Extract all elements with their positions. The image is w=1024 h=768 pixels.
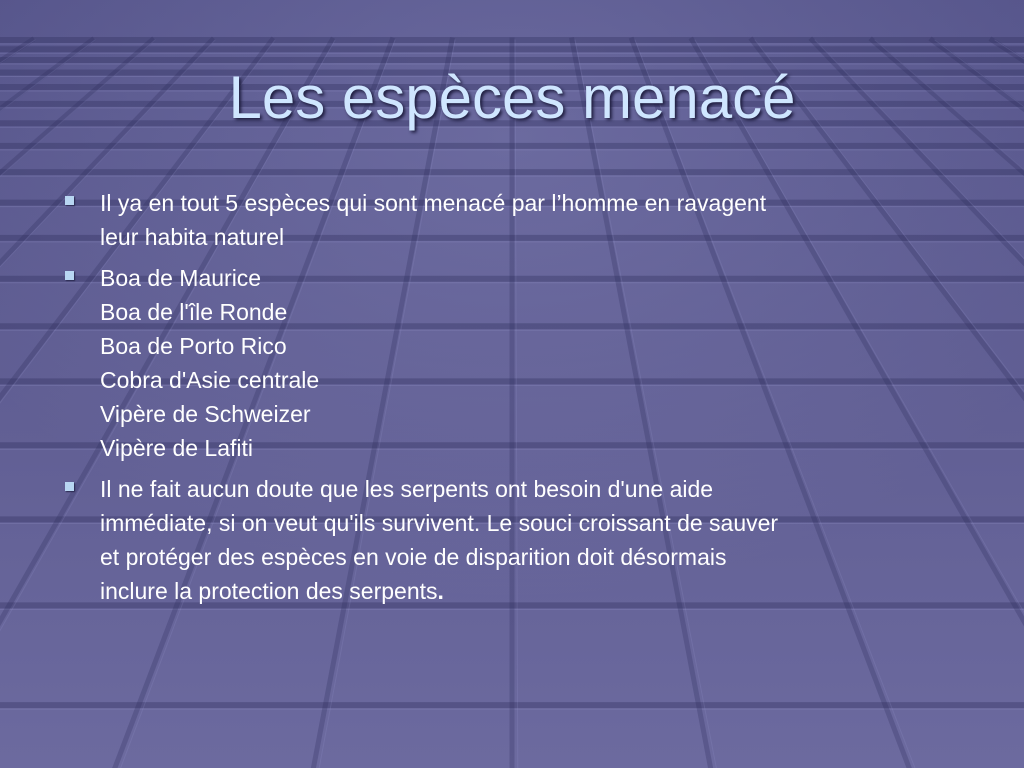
species-name: Boa de Porto Rico [100,333,287,359]
species-name: Cobra d'Asie centrale [100,367,320,393]
bullet-text-line: immédiate, si on veut qu'ils survivent. Le souci croissant de sauver [100,510,779,536]
species-name: Boa de Maurice [100,265,262,291]
bullet-text-line-last [100,574,962,608]
square-bullet-icon [65,196,74,205]
bullet-item-habitat [62,186,962,254]
bold-period: . [437,578,444,604]
bullet-text-line: leur habita naturel [100,224,285,250]
species-name: Vipère de Schweizer [100,401,311,427]
bullet-text-final: inclure la protection des serpents [100,578,438,604]
square-bullet-icon [65,482,74,491]
bullet-list [62,186,962,615]
species-name: Boa de l'île Ronde [100,299,288,325]
bullet-item-protection [62,472,962,608]
bullet-text-line: Il ne fait aucun doute que les serpents ont besoin d'une aide [100,476,714,502]
species-name: Vipère de Lafiti [100,435,254,461]
square-bullet-icon [65,271,74,280]
bullet-text-line: et protéger des espèces en voie de disparition doit désormais [100,544,727,570]
bullet-text-line: Il ya en tout 5 espèces qui sont menacé par l’homme en ravagent [100,190,767,216]
slide-title: Les espèces menacé [228,64,796,131]
bullet-item-species [62,261,962,465]
